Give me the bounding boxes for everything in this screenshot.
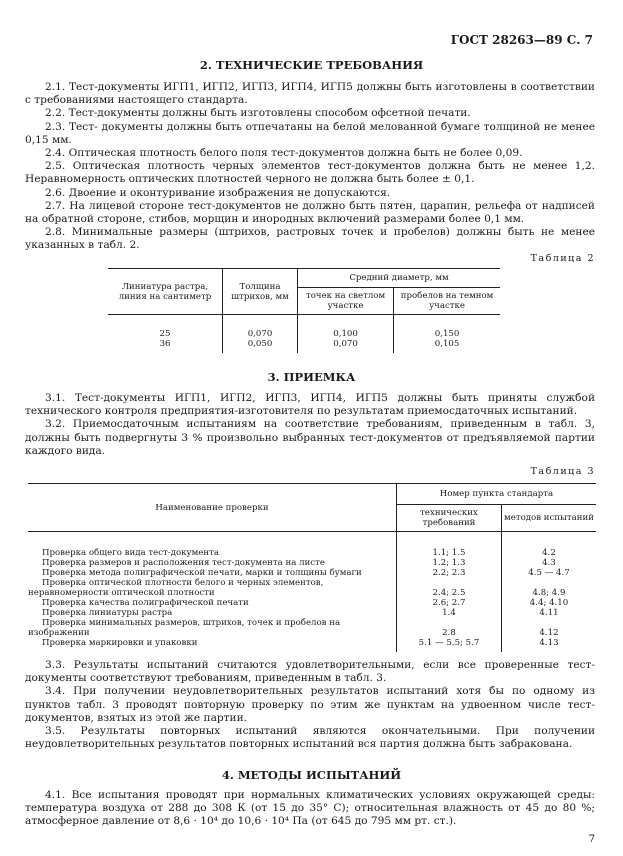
table-row bbox=[28, 608, 596, 618]
table-3-tech: 2.6; 2.7 bbox=[397, 598, 502, 608]
table-3-header-check: Наименование проверки bbox=[28, 484, 397, 532]
table-3-check: Проверка качества полиграфической печати bbox=[28, 598, 397, 608]
table-3-tech: 1.4 bbox=[397, 608, 502, 618]
table-row bbox=[108, 339, 500, 353]
table-3 bbox=[28, 483, 596, 652]
document-reference: ГОСТ 28263—89 С. 7 bbox=[450, 33, 593, 47]
table-2-header-lineature: Линиатура растра, линия на сантиметр bbox=[108, 269, 223, 315]
paragraph-2-1: 2.1. Тест-документы ИГП1, ИГП2, ИГП3, ИГП4, ИГП5 должны быть изготовлены в соответствии с требованиями настоящего стандарта. bbox=[25, 81, 595, 107]
table-row bbox=[28, 578, 596, 598]
paragraph-2-6: 2.6. Двоение и оконтуривание изображения не допускаются. bbox=[45, 186, 391, 199]
table-3-header-clause: Номер пункта стандарта bbox=[397, 484, 597, 505]
paragraph-2-2: 2.2. Тест-документы должны быть изготовлены способом офсетной печати. bbox=[45, 107, 471, 120]
table-3-header-methods: методов испытаний bbox=[502, 505, 597, 532]
table-row bbox=[28, 638, 596, 652]
section-4-title: 4. МЕТОДЫ ИСПЫТАНИЙ bbox=[221, 768, 402, 782]
table-3-check: Проверка общего вида тест-документа bbox=[28, 532, 397, 559]
table-3-method: 4.13 bbox=[539, 638, 559, 648]
table-2 bbox=[108, 268, 500, 353]
table-3-check-line1: Проверка оптической плотности белого и черных элементов, bbox=[42, 578, 324, 588]
table-row bbox=[108, 315, 500, 340]
table-3-check: Проверка метода полиграфической печати, марки и толщины бумаги bbox=[28, 568, 397, 578]
section-4-body bbox=[25, 789, 595, 829]
table-3-tech: 2.8 bbox=[397, 618, 502, 638]
table-3-check: Проверка линиатуры растра bbox=[28, 608, 397, 618]
table-2-header-diameter: Средний диаметр, мм bbox=[298, 269, 501, 288]
table-3-check bbox=[28, 618, 397, 638]
paragraph-3-5: 3.5. Результаты повторных испытаний являются окончательными. При получении неудовлетворительных результатов повторных испытаний вся партия должна быть забракована. bbox=[25, 725, 595, 751]
table-3-tech: 1.1; 1.5 bbox=[397, 532, 502, 559]
table-2-cell: 0,150 bbox=[434, 329, 460, 339]
paragraph-4-1: 4.1. Все испытания проводят при нормальных климатических условиях окружающей среды: температура воздуха от 288 до 308 К (от 15 до 35° С); относительная влажность от 45 до 80 %; атмосферное давление от 8,6 · 10⁴ до 10,6 · 10⁴ Па (от 645 до 795 мм рт. ст.). bbox=[25, 789, 595, 828]
table-3-check-line1: Проверка минимальных размеров, штрихов, точек и пробелов на bbox=[42, 618, 341, 628]
table-2-header-dots: точек на светлом участке bbox=[298, 288, 394, 315]
table-3-method: 4.8; 4.9 bbox=[532, 588, 566, 598]
table-3-tech: 1.2; 1.3 bbox=[397, 558, 502, 568]
table-3-caption: Таблица 3 bbox=[530, 466, 595, 477]
paragraph-3-4: 3.4. При получении неудовлетворительных результатов испытаний хотя бы по одному из пунктов табл. 3 проводят повторную проверку по этим же пунктам на удвоенном числе тест-документов, взятых из этой же партии. bbox=[25, 685, 595, 724]
table-3-method: 4.5 — 4.7 bbox=[528, 568, 570, 578]
table-row bbox=[28, 568, 596, 578]
section-2-title: 2. ТЕХНИЧЕСКИЕ ТРЕБОВАНИЯ bbox=[199, 58, 424, 72]
table-2-cell: 0,050 bbox=[223, 339, 298, 353]
table-3-check-line2: неравномерности оптической плотности bbox=[28, 588, 215, 598]
table-3-method: 4.12 bbox=[539, 628, 559, 638]
table-3-method: 4.4; 4.10 bbox=[529, 598, 569, 608]
table-3-tech: 2.4; 2.5 bbox=[397, 578, 502, 598]
page-number: 7 bbox=[588, 834, 595, 845]
table-3-check-line2: изображении bbox=[28, 628, 90, 638]
table-3-method: 4.11 bbox=[539, 608, 559, 618]
table-2-cell: 0,100 bbox=[298, 315, 394, 340]
table-2-cell: 36 bbox=[108, 339, 223, 353]
table-3-tech: 5.1 — 5.5; 5.7 bbox=[397, 638, 502, 652]
paragraph-2-8: 2.8. Минимальные размеры (штрихов, растровых точек и пробелов) должны быть не менее указанных в табл. 2. bbox=[25, 226, 595, 252]
table-2-header-thickness: Толщина штрихов, мм bbox=[223, 269, 298, 315]
table-2-cell: 0,070 bbox=[223, 315, 298, 340]
table-3-tech: 2.2; 2.3 bbox=[397, 568, 502, 578]
table-3-check: Проверка маркировки и упаковки bbox=[28, 638, 397, 652]
paragraph-3-2: 3.2. Приемосдаточным испытаниям на соответствие требованиям, приведенным в табл. 3, должны быть подвергнуты 3 % произвольно выбранных тест-документов от предъявляемой партии каждого вида. bbox=[25, 418, 595, 457]
paragraph-2-5: 2.5. Оптическая плотность черных элементов тест-документов должна быть не менее 1,2. Неравномерность оптических плотностей черного не должна быть более ± 0,1. bbox=[25, 160, 595, 186]
table-row bbox=[28, 558, 596, 568]
paragraph-2-3: 2.3. Тест- документы должны быть отпечатаны на белой мелованной бумаге толщиной не менее 0,15 мм. bbox=[25, 120, 595, 146]
table-2-caption: Таблица 2 bbox=[530, 253, 595, 264]
table-row bbox=[28, 598, 596, 608]
table-3-method: 4.3 bbox=[542, 558, 556, 568]
paragraph-2-4: 2.4. Оптическая плотность белого поля тест-документов должна быть не более 0,09. bbox=[45, 147, 523, 160]
paragraph-3-3: 3.3. Результаты испытаний считаются удовлетворительными, если все проверенные тест-документы соответствуют требованиям, приведенным в табл. 3. bbox=[25, 659, 595, 685]
section-3-body-top bbox=[25, 392, 595, 458]
table-3-method: 4.2 bbox=[542, 548, 556, 558]
paragraph-2-7: 2.7. На лицевой стороне тест-документов не должно быть пятен, царапин, рельефа от надписей на обратной стороне, стибов, морщин и инородных включений размерами более 0,1 мм. bbox=[25, 199, 595, 226]
table-3-check bbox=[28, 578, 397, 598]
paragraph-3-1: 3.1. Тест-документы ИГП1, ИГП2, ИГП3, ИГП4, ИГП5 должны быть приняты службой технического контроля предприятия-изготовителя по результатам приемосдаточных испытаний. bbox=[25, 392, 595, 418]
table-2-cell: 0,070 bbox=[298, 339, 394, 353]
section-3-body-bottom bbox=[25, 659, 595, 751]
table-3-header-tech: технических требований bbox=[397, 505, 502, 532]
table-3-check: Проверка размеров и расположения тест-документа на листе bbox=[28, 558, 397, 568]
table-row bbox=[28, 618, 596, 638]
table-2-cell: 0,105 bbox=[434, 339, 460, 349]
table-2-cell: 25 bbox=[108, 315, 223, 340]
table-row bbox=[28, 532, 596, 559]
table-2-header-gaps: пробелов на темном участке bbox=[394, 288, 500, 315]
section-3-title: 3. ПРИЕМКА bbox=[267, 370, 356, 384]
section-2-body bbox=[25, 81, 595, 253]
